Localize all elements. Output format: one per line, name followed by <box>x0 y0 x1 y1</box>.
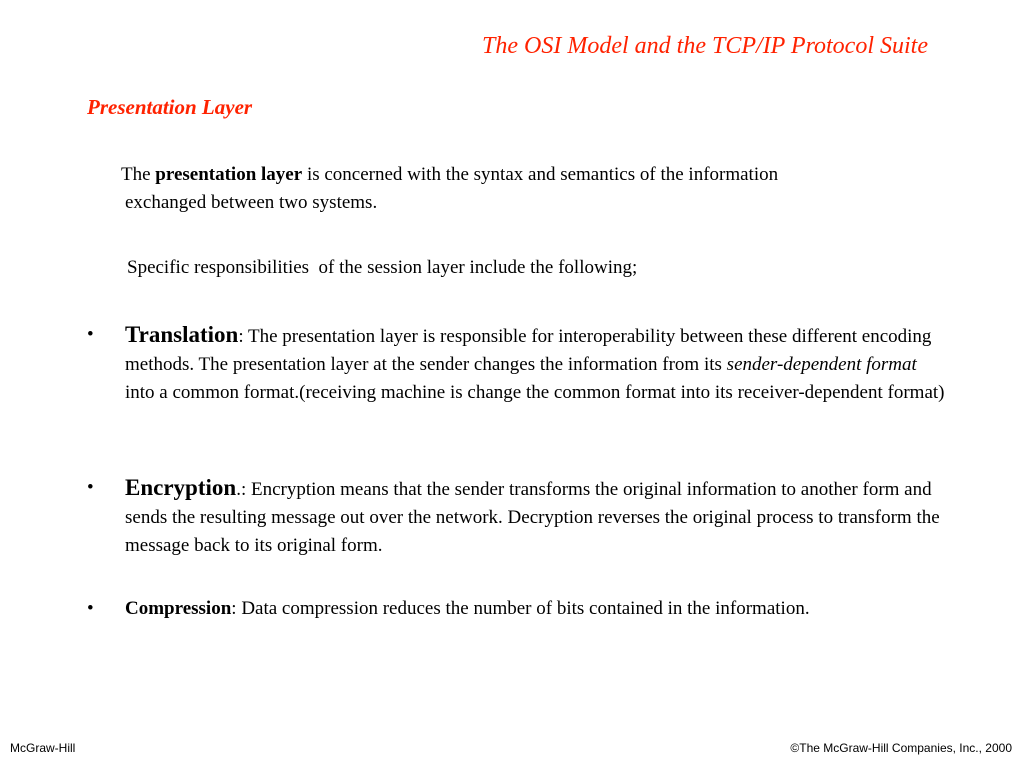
bullet-encryption-text: Encryption means that the sender transforms the original information to another form and sends the resulting message out over the network. Decryption reverses the original process to transform the message back to its original form. <box>125 479 940 556</box>
bullet-encryption-body <box>125 474 947 560</box>
bullet-encryption <box>87 474 947 560</box>
bullet-translation <box>87 321 947 407</box>
bullet-translation-text: The presentation layer is responsible for interoperability between these different encoding methods. The presentation layer at the sender changes the information from its <box>125 326 932 375</box>
bullet-compression-text: Data compression reduces the number of bits contained in the information. <box>236 598 810 619</box>
intro-term: presentation layer <box>155 164 303 185</box>
footer-copyright: ©The McGraw-Hill Companies, Inc., 2000 <box>790 741 1012 755</box>
bullet-compression-body <box>125 595 947 623</box>
intro-text-line1: is concerned with the syntax and semantics of the information <box>302 164 779 185</box>
footer-publisher: McGraw-Hill <box>10 741 76 755</box>
bullet-marker: • <box>87 598 94 619</box>
bullet-translation-separator: : <box>238 326 244 347</box>
intro-paragraph <box>121 161 951 217</box>
intro-text-line2: exchanged between two systems. <box>125 192 378 213</box>
intro-prefix: The <box>121 164 156 185</box>
bullet-marker: • <box>87 477 94 498</box>
bullet-encryption-term: Encryption <box>125 475 237 500</box>
bullet-translation-italic: sender-dependent format <box>726 354 917 375</box>
bullet-marker: • <box>87 324 94 345</box>
bullet-translation-term: Translation <box>125 322 239 347</box>
bullet-compression-term: Compression <box>125 598 232 619</box>
responsibilities-intro: Specific responsibilities of the session layer include the following; <box>127 257 638 278</box>
bullet-compression <box>87 595 947 623</box>
slide-header-title: The OSI Model and the TCP/IP Protocol Suite <box>482 33 928 59</box>
bullet-compression-separator: : <box>231 598 237 619</box>
bullet-translation-text-after: into a common format.(receiving machine is change the common format into its receiver-dependent format) <box>125 382 945 403</box>
section-title: Presentation Layer <box>87 95 253 119</box>
bullet-encryption-separator: .: <box>236 479 247 500</box>
bullet-translation-body <box>125 321 947 407</box>
